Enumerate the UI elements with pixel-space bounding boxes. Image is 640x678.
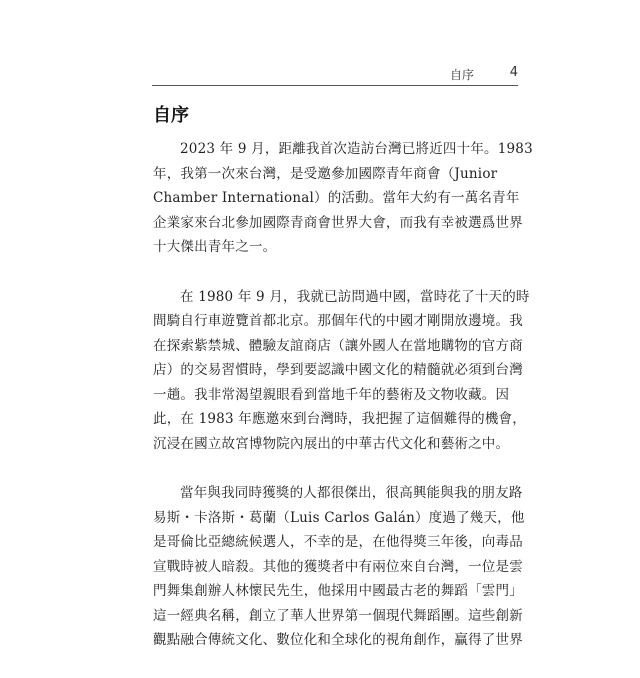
text-line: 十大傑出青年之一。 bbox=[153, 239, 277, 255]
body-text bbox=[153, 137, 533, 678]
text-line: 在 1980 年 9 月，我就已訪問過中國，當時花了十天的時 bbox=[180, 288, 530, 305]
paragraph bbox=[153, 137, 533, 260]
chapter-title: 自序 bbox=[153, 105, 189, 126]
text-line: 門舞集創辦人林懷民先生，他採用中國最古老的舞蹈「雲門」 bbox=[153, 583, 523, 599]
header-divider bbox=[152, 85, 518, 86]
text-line: 當年與我同時獲獎的人都很傑出，很高興能與我的朋友路 bbox=[180, 485, 523, 501]
page-number: 4 bbox=[509, 65, 518, 80]
running-header-title: 自序 bbox=[449, 68, 474, 82]
running-header bbox=[152, 64, 518, 84]
text-line: 宣戰時被人暗殺。其他的獲獎者中有兩位來自台灣，一位是雲 bbox=[153, 558, 523, 575]
text-line: 觀點融合傳統文化、數位化和全球化的視角創作，贏得了世界 bbox=[153, 632, 523, 648]
paragraph bbox=[153, 285, 530, 457]
text-line: 一趟。我非常渴望親眼看到當地千年的藝術及文物收藏。因 bbox=[153, 386, 510, 403]
text-line: 易斯・卡洛斯・葛蘭（Luis Carlos Galán）度過了幾天，他 bbox=[153, 509, 525, 526]
text-line: 沉浸在國立故宮博物院內展出的中華古代文化和藝術之中。 bbox=[153, 435, 510, 452]
paragraph bbox=[153, 481, 525, 653]
text-line: 在探索紫禁城、體驗友誼商店（讓外國人在當地購物的官方商 bbox=[153, 337, 523, 354]
text-line: 間騎自行車遊覽首都北京。那個年代的中國才剛開放邊境。我 bbox=[153, 313, 523, 329]
text-line: 店）的交易習慣時，學到要認識中國文化的精髓就必須到台灣 bbox=[153, 362, 523, 378]
text-line: 2023 年 9 月，距離我首次造訪台灣已將近四十年。1983 bbox=[180, 141, 533, 157]
text-line: Chamber International）的活動。當年大約有一萬名青年 bbox=[153, 190, 520, 206]
text-line: 此，在 1983 年應邀來到台灣時，我把握了這個難得的機會， bbox=[153, 411, 526, 427]
text-line: 企業家來台北參加國際青商會世界大會，而我有幸被選爲世界 bbox=[153, 214, 523, 231]
text-line: 是哥倫比亞總統候選人，不幸的是，在他得獎三年後，向毒品 bbox=[153, 534, 523, 550]
text-line: 年，我第一次來台灣，是受邀參加國際青年商會（Junior bbox=[153, 165, 498, 182]
text-line: 這一經典名稱，創立了華人世界第一個現代舞蹈團。這些創新 bbox=[153, 607, 523, 624]
